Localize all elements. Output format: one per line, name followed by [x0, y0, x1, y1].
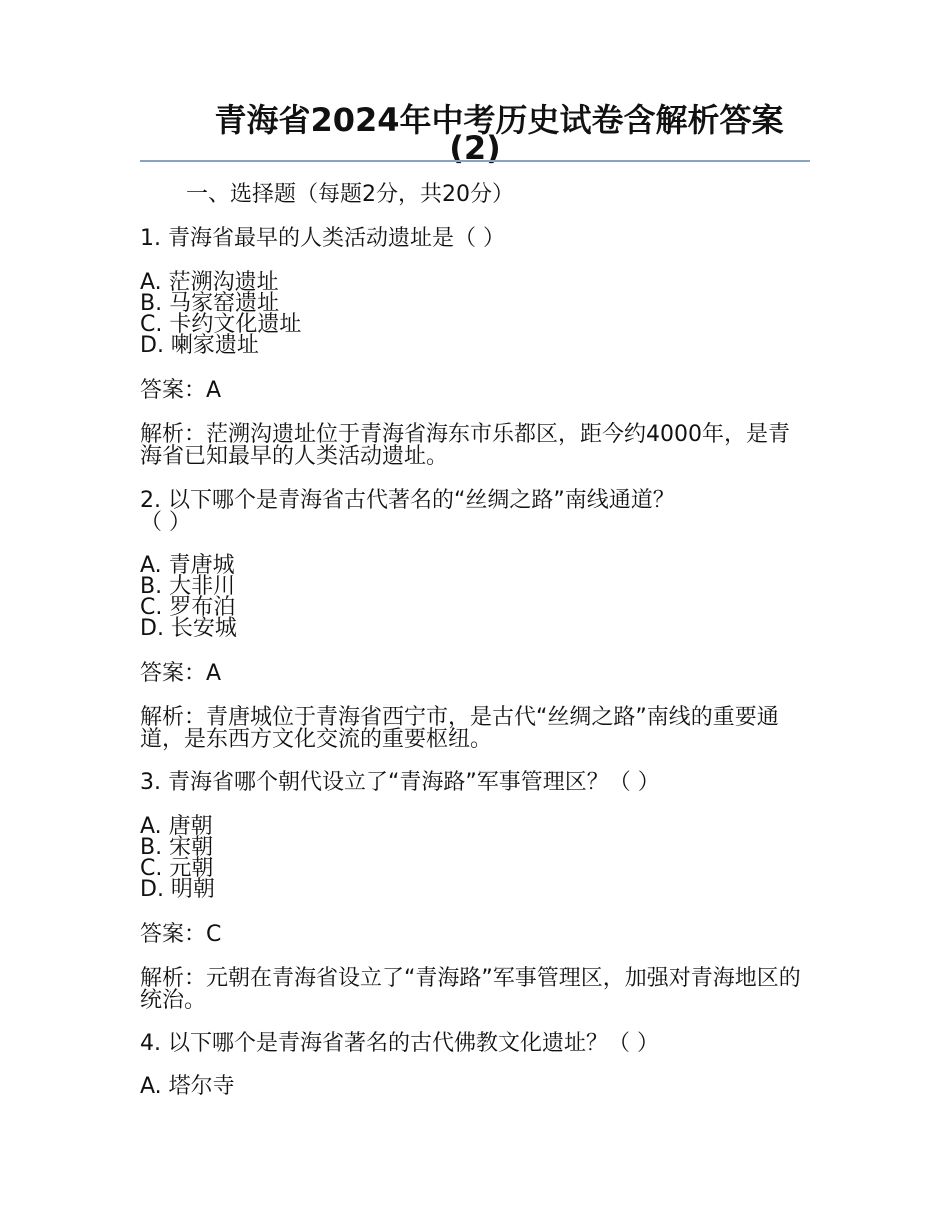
option-d: D. 长安城 [140, 616, 237, 641]
question-3: 3. 青海省哪个朝代设立了“青海路”军事管理区？（ ） [140, 770, 660, 795]
option-d: D. 喇家遗址 [140, 333, 259, 358]
section-heading: 一、选择题（每题2分，共20分） [186, 182, 514, 207]
question-2-line-2: （ ） [140, 510, 191, 535]
analysis-1: 解析：茫溯沟遗址位于青海省海东市乐都区，距今约4000年，是青海省已知最早的人类活动遗址。 [140, 422, 790, 469]
option-b: B. 宋朝 [140, 835, 214, 860]
question-4-options [140, 1076, 810, 1097]
question-1: 1. 青海省最早的人类活动遗址是（ ） [140, 226, 505, 251]
option-b: B. 大非川 [140, 574, 236, 599]
answer-3: 答案：C [140, 922, 222, 947]
option-c: C. 卡约文化遗址 [140, 312, 302, 337]
option-c: C. 元朝 [140, 856, 214, 881]
title-line-2: (2) [449, 129, 501, 167]
option-b: B. 马家窑遗址 [140, 291, 280, 316]
option-a: A. 青唐城 [140, 553, 235, 578]
analysis-3: 解析：元朝在青海省设立了“青海路”军事管理区，加强对青海地区的统治。 [140, 966, 801, 1013]
option-d: D. 明朝 [140, 877, 215, 902]
option-a: A. 塔尔寺 [140, 1074, 235, 1099]
title-line-1: 青海省2024年中考历史试卷含解析答案 [214, 101, 784, 139]
question-2-options [140, 555, 810, 639]
question-3-options [140, 816, 810, 900]
question-4: 4. 以下哪个是青海省著名的古代佛教文化遗址？（ ） [140, 1031, 659, 1056]
question-1-options [140, 272, 810, 356]
option-a: A. 茫溯沟遗址 [140, 270, 279, 295]
document-title [140, 101, 810, 167]
answer-1: 答案：A [140, 378, 222, 403]
question-2-line-1: 2. 以下哪个是青海省古代著名的“丝绸之路”南线通道？ [140, 488, 675, 513]
analysis-2: 解析：青唐城位于青海省西宁市，是古代“丝绸之路”南线的重要通道，是东西方文化交流的重要枢纽。 [140, 705, 779, 752]
title-divider [140, 160, 810, 162]
option-c: C. 罗布泊 [140, 595, 236, 620]
option-a: A. 唐朝 [140, 814, 213, 839]
answer-2: 答案：A [140, 661, 222, 686]
